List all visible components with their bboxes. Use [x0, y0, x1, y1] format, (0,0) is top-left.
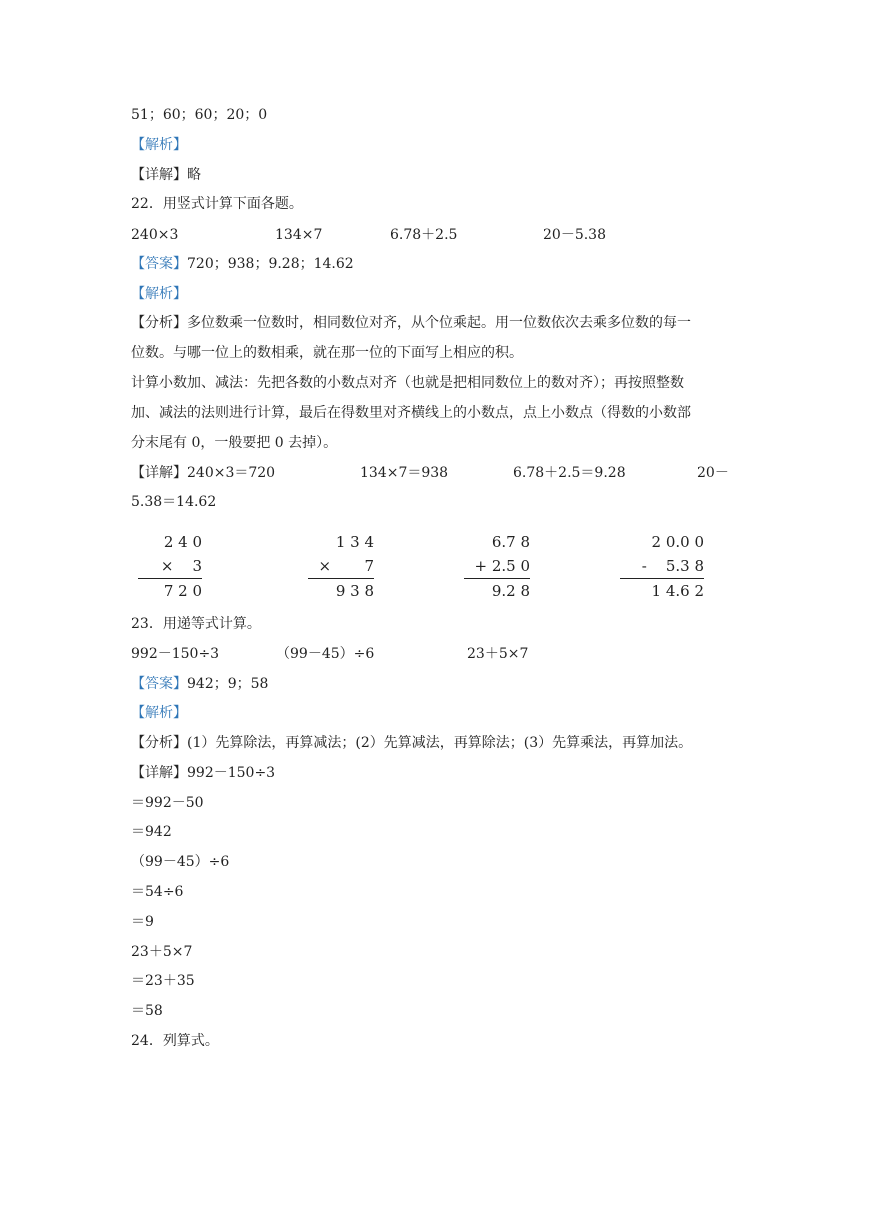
step-8: ＝58	[131, 1003, 163, 1019]
step-7: ＝23＋35	[131, 973, 195, 989]
step-2: ＝942	[131, 824, 172, 840]
vertical-top: 6.7 8	[491, 533, 530, 551]
detail-22-wrap: 5.38＝14.62	[131, 494, 217, 510]
explanation-22-a: 【分析】多位数乘一位数时，相同数位对齐，从个位乘起。用一位数依次去乘多位数的每一	[131, 315, 691, 331]
vertical-top: 1 3 4	[335, 533, 374, 551]
vertical-result: 9 3 8	[308, 578, 374, 603]
q22-item-3: 6.78＋2.5	[390, 227, 458, 243]
answer-23: 【答案】942；9；58	[131, 676, 269, 692]
detail-22-tag: 【详解】240×3＝720	[131, 465, 276, 481]
q22-item-1: 240×3	[131, 227, 179, 243]
step-5: ＝9	[131, 914, 154, 930]
step-4: ＝54÷6	[131, 884, 184, 900]
detail-22-item-4: 20－	[697, 465, 729, 481]
answer-line-21: 51；60；60；20；0	[131, 107, 268, 123]
step-1: ＝992－50	[131, 795, 204, 811]
q23-item-1: 992－150÷3	[131, 646, 220, 662]
vertical-operand: × 7	[318, 557, 374, 575]
q23-item-3: 23＋5×7	[467, 646, 529, 662]
vertical-calc-4	[620, 530, 704, 603]
detail-22-item-2: 134×7＝938	[360, 465, 449, 481]
q22-item-4: 20－5.38	[543, 227, 606, 243]
step-3: （99－45）÷6	[131, 854, 230, 870]
analysis-tag-22: 【解析】	[131, 286, 187, 302]
vertical-operand: × 3	[160, 557, 202, 575]
explanation-22-c: 计算小数加、减法：先把各数的小数点对齐（也就是把相同数位上的数对齐）；再按照整数	[131, 375, 684, 391]
answer-22: 【答案】720；938；9.28；14.62	[131, 256, 354, 272]
analysis-tag: 【解析】	[131, 137, 187, 153]
vertical-calc-2	[308, 530, 374, 603]
vertical-operand: - 5.3 8	[641, 557, 704, 575]
vertical-operand: + 2.5 0	[474, 557, 530, 575]
step-6: 23＋5×7	[131, 944, 193, 960]
vertical-top: 2 0.0 0	[651, 533, 704, 551]
detail-line: 【详解】略	[131, 167, 201, 183]
vertical-result: 9.2 8	[464, 578, 530, 603]
vertical-result: 1 4.6 2	[620, 578, 704, 603]
question-23-title: 23．用递等式计算。	[131, 616, 261, 632]
vertical-result: 7 2 0	[138, 578, 202, 603]
explanation-22-b: 位数。与哪一位上的数相乘，就在那一位的下面写上相应的积。	[131, 345, 523, 361]
q22-item-2: 134×7	[275, 227, 323, 243]
vertical-calc-1	[138, 530, 202, 603]
vertical-calc-3	[464, 530, 530, 603]
analysis-tag-23: 【解析】	[131, 705, 187, 721]
detail-23: 【详解】992－150÷3	[131, 765, 276, 781]
question-22-title: 22．用竖式计算下面各题。	[131, 196, 303, 212]
question-24-title: 24．列算式。	[131, 1033, 219, 1049]
explanation-22-e: 分末尾有 0，一般要把 0 去掉）。	[131, 435, 338, 451]
explanation-23: 【分析】(1）先算除法，再算减法；(2）先算减法，再算除法；(3）先算乘法，再算加法。	[131, 735, 693, 751]
vertical-top: 2 4 0	[163, 533, 202, 551]
detail-22-item-3: 6.78＋2.5＝9.28	[513, 465, 626, 481]
q23-item-2: （99－45）÷6	[276, 646, 375, 662]
explanation-22-d: 加、减法的法则进行计算，最后在得数里对齐横线上的小数点，点上小数点（得数的小数部	[131, 405, 691, 421]
